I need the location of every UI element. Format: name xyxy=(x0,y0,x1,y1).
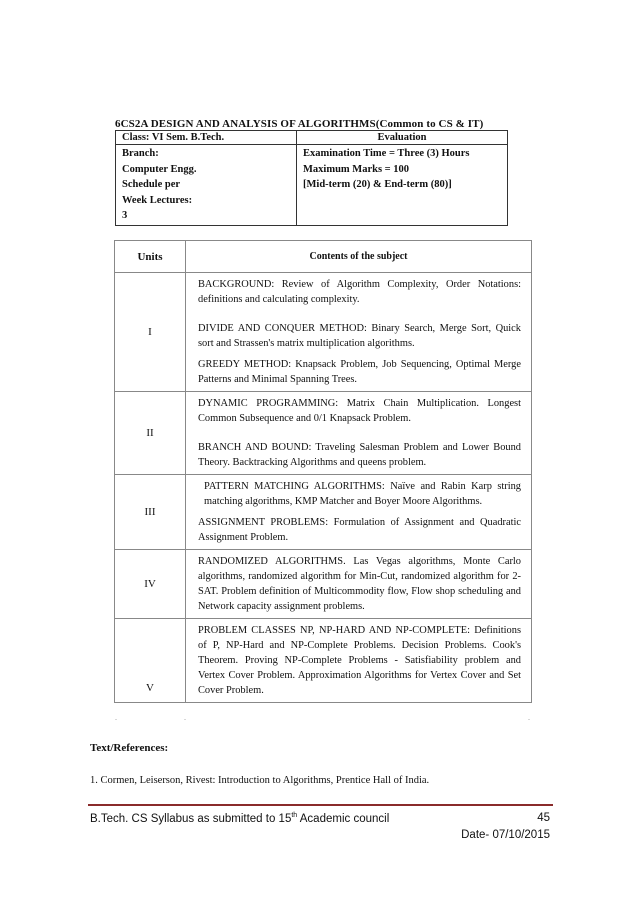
exam-time: Examination Time = Three (3) Hours xyxy=(303,148,470,159)
unit-number: II xyxy=(115,392,186,475)
branch-schedule-cell xyxy=(116,145,297,226)
stray-dot: . xyxy=(528,713,530,722)
footer-note-start: B.Tech. CS Syllabus as submitted to 15 xyxy=(90,812,292,825)
evaluation-cell xyxy=(297,145,508,226)
footer-note xyxy=(90,812,389,825)
unit-contents xyxy=(186,273,532,392)
topic: PROBLEM CLASSES NP, NP-HARD AND NP-COMPLETE: Definitions of P, NP-Hard and NP-Complete Problems. Decision Problems. Cook's Theorem. Proving NP-Complete Problems - Satisfiability problem and Vertex Cover Problem. Approximation Algorithms for Vertex Cover and Set Cover Problem. xyxy=(198,625,521,696)
topic: DIVIDE AND CONQUER METHOD: Binary Search, Merge Sort, Quick sort and Strassen's matrix multiplication algorithms. xyxy=(198,323,521,349)
footer-date: Date- 07/10/2015 xyxy=(461,829,550,841)
week-lectures-value: 3 xyxy=(122,210,128,221)
week-lectures-label: Week Lectures: xyxy=(122,194,193,206)
syllabus-table xyxy=(114,240,532,703)
topic: RANDOMIZED ALGORITHMS. Las Vegas algorithms, Monte Carlo algorithms, randomized algorithm for Min-Cut, randomized algorithm for 2- SAT. Problem definition of Multicommodity flow, Flow shop scheduling and Network capacity assignment problems. xyxy=(198,556,521,612)
reference-item: 1. Cormen, Leiserson, Rivest: Introduction to Algorithms, Prentice Hall of India. xyxy=(90,775,430,786)
table-row xyxy=(115,550,532,619)
unit-contents xyxy=(186,619,532,703)
max-marks: Maximum Marks = 100 xyxy=(303,163,410,175)
evaluation-header: Evaluation xyxy=(297,131,508,145)
marks-split: [Mid-term (20) & End-term (80)] xyxy=(303,179,452,190)
course-title: 6CS2A DESIGN AND ANALYSIS OF ALGORITHMS(Common to CS & IT) xyxy=(115,118,484,130)
unit-number: V xyxy=(115,619,186,703)
table-row xyxy=(115,619,532,703)
topic: BRANCH AND BOUND: Traveling Salesman Problem and Lower Bound Theory. Backtracking Algorithms and queens problem. xyxy=(198,442,521,468)
schedule-label: Schedule per xyxy=(122,179,181,190)
topic: BACKGROUND: Review of Algorithm Complexity, Order Notations: definitions and calculating complexity. xyxy=(198,279,521,305)
table-row xyxy=(115,273,532,392)
unit-contents xyxy=(186,475,532,550)
references-heading: Text/References: xyxy=(90,742,169,754)
topic: ASSIGNMENT PROBLEMS: Formulation of Assignment and Quadratic Assignment Problem. xyxy=(198,517,521,543)
topic: GREEDY METHOD: Knapsack Problem, Job Sequencing, Optimal Merge Patterns and Minimal Spanning Trees. xyxy=(198,359,521,385)
footer-note-end: Academic council xyxy=(297,812,390,825)
unit-contents xyxy=(186,392,532,475)
branch-label: Branch: xyxy=(122,148,159,159)
unit-number: III xyxy=(115,475,186,550)
table-row xyxy=(115,392,532,475)
units-column-header: Units xyxy=(115,241,186,273)
footer-divider xyxy=(88,804,553,806)
stray-dot: . xyxy=(115,713,117,722)
class-header: Class: VI Sem. B.Tech. xyxy=(116,131,297,145)
topic: DYNAMIC PROGRAMMING: Matrix Chain Multiplication. Longest Common Subsequence and 0/1 Knapsack Problem. xyxy=(198,398,521,424)
contents-column-header: Contents of the subject xyxy=(186,241,532,273)
footer-note-superscript: th xyxy=(291,812,298,819)
course-info-table xyxy=(115,130,508,226)
page-number: 45 xyxy=(537,812,550,824)
topic: PATTERN MATCHING ALGORITHMS: Naïve and Rabin Karp string matching algorithms, KMP Matcher and Boyer Moore Algorithms. xyxy=(204,481,521,507)
unit-number: I xyxy=(115,273,186,392)
unit-contents xyxy=(186,550,532,619)
table-row xyxy=(115,475,532,550)
branch-value: Computer Engg. xyxy=(122,163,197,175)
stray-dot: . xyxy=(184,713,186,722)
unit-number: IV xyxy=(115,550,186,619)
